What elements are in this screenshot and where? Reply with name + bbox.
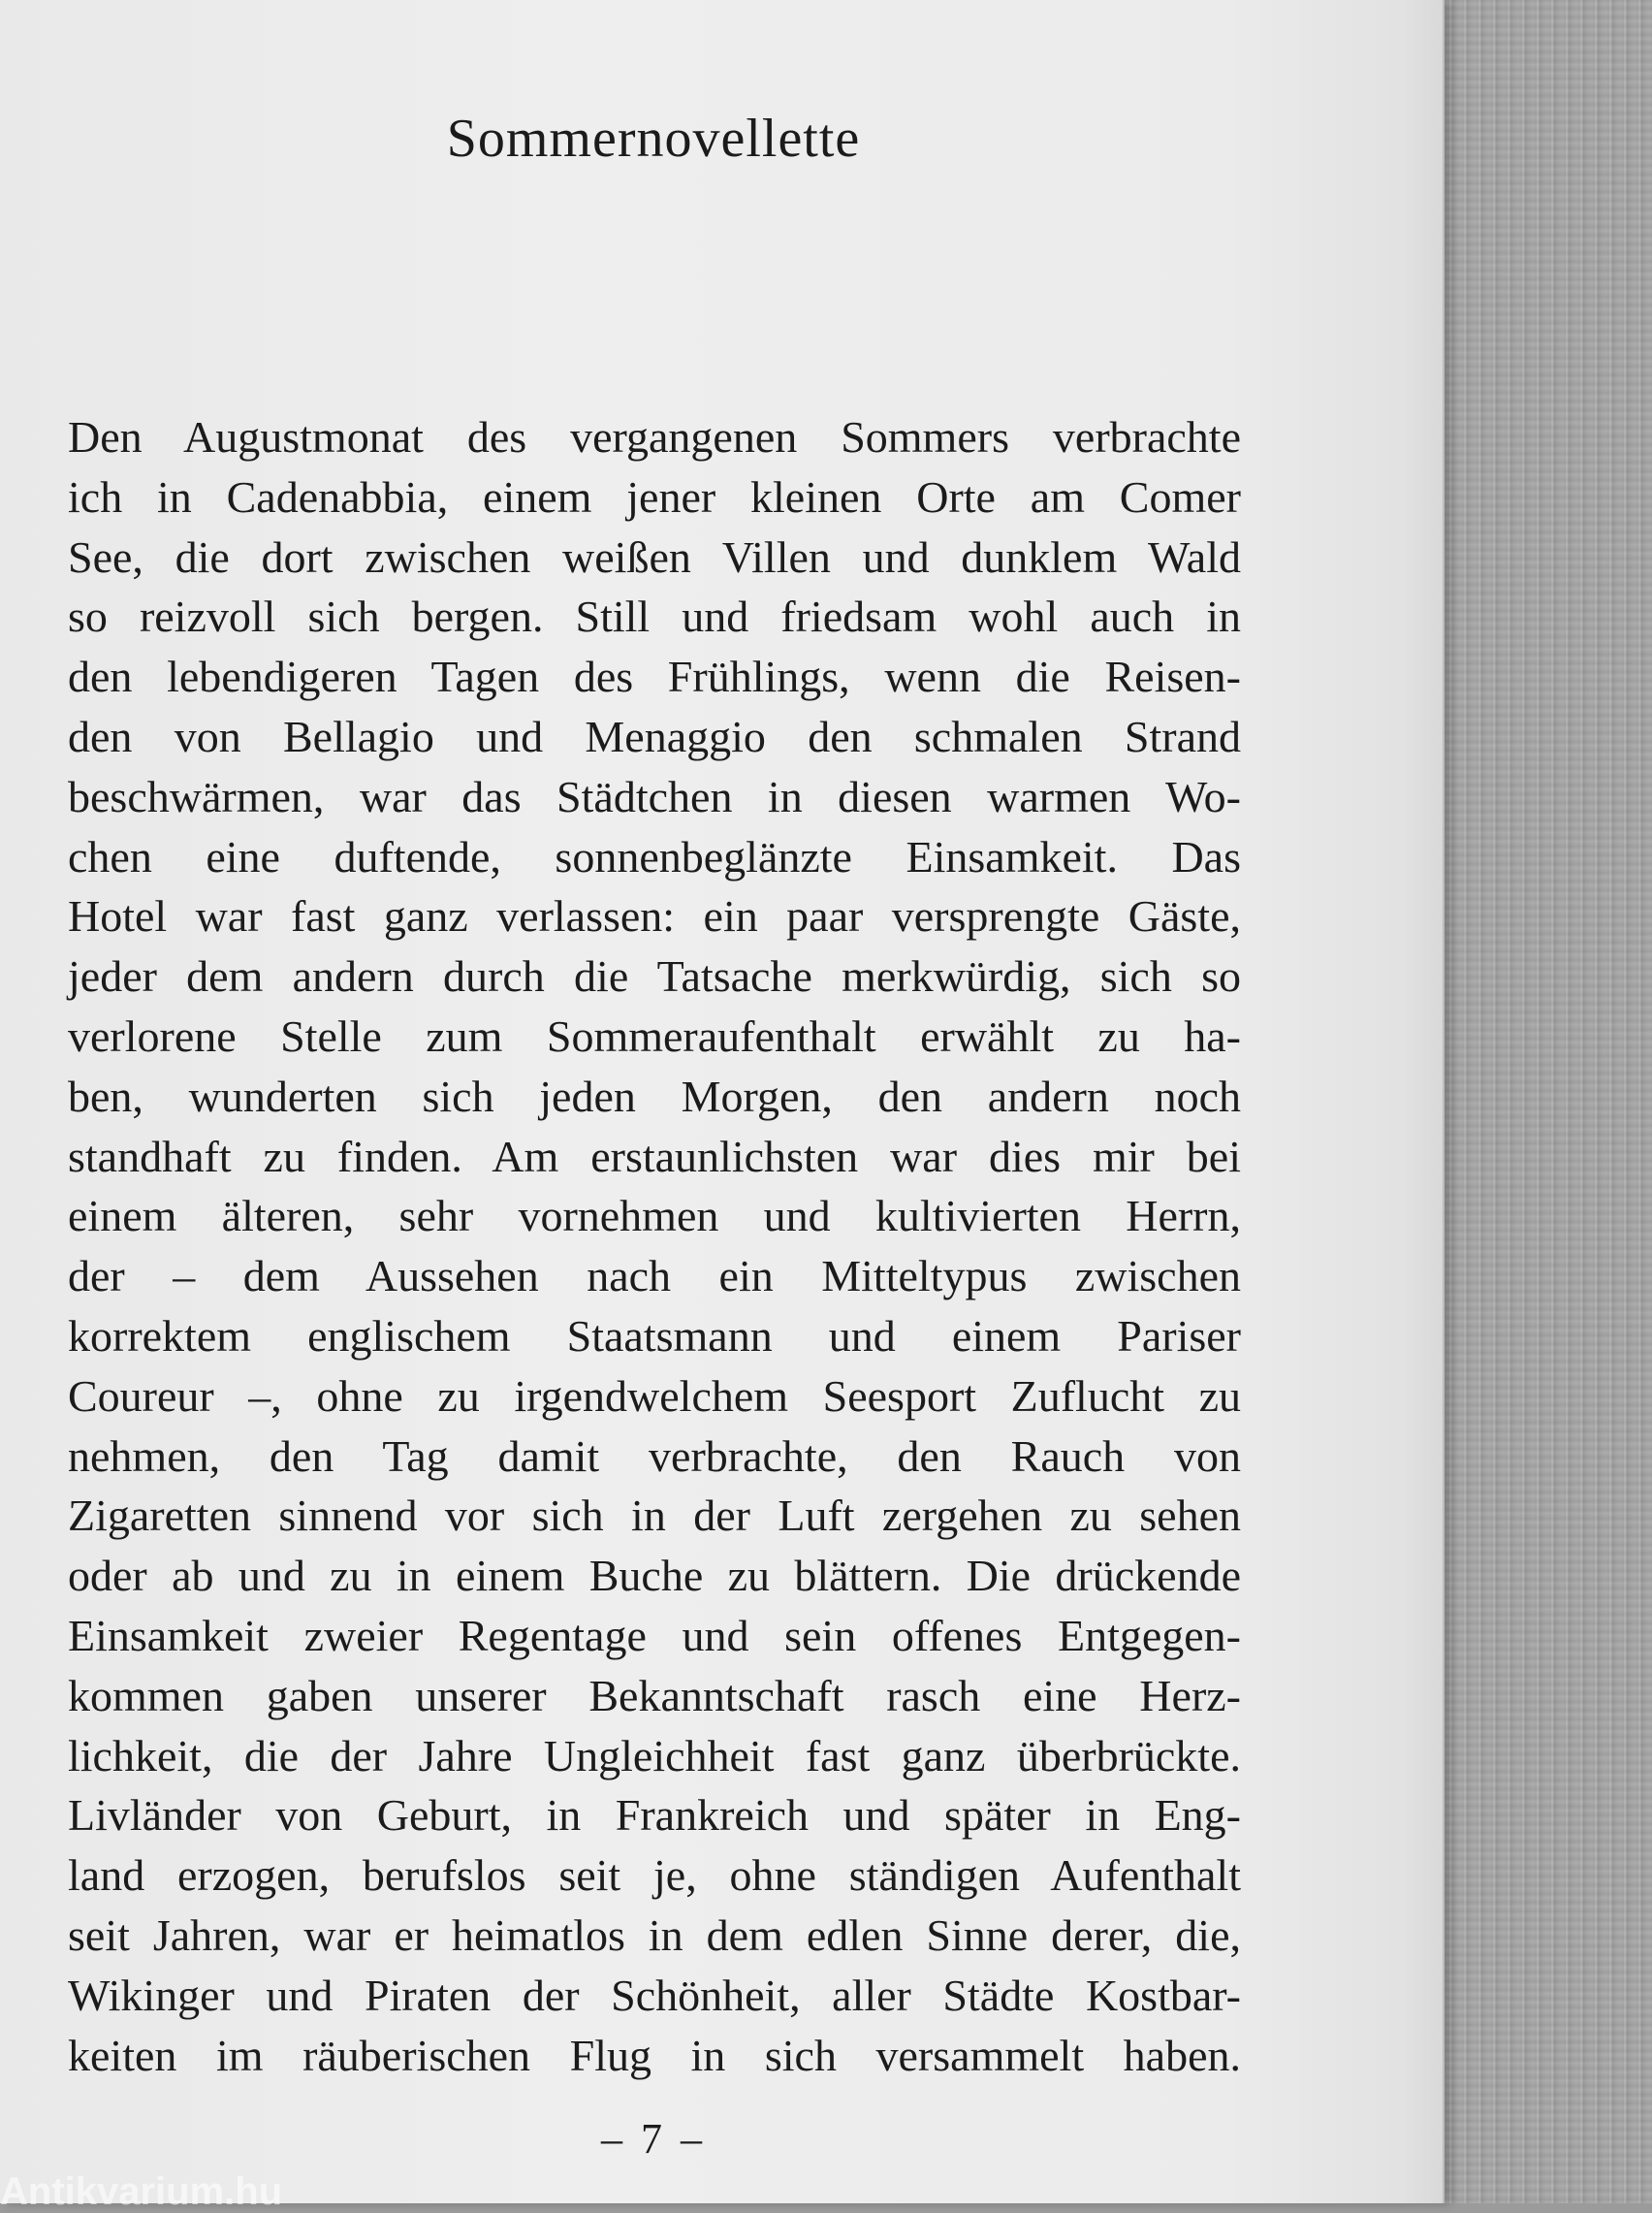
text-line: land erzogen, berufslos seit je, ohne ständigen Aufenthalt [68,1850,1241,1901]
text-line: ben, wunderten sich jeden Morgen, den andern noch [68,1071,1241,1121]
background-surface [1435,0,1652,2203]
text-line: Wikinger und Piraten der Schönheit, aller Städte Kostbar- [68,1970,1241,2020]
text-line: nehmen, den Tag damit verbrachte, den Rauch von [68,1430,1241,1481]
page-title: Sommernovellette [446,109,861,169]
text-line: so reizvoll sich bergen. Still und friedsam wohl auch in [68,592,1241,642]
text-line: Zigaretten sinnend vor sich in der Luft zergehen zu sehen [68,1491,1241,1541]
text-line: seit Jahren, war er heimatlos in dem edlen Sinne derer, die, [68,1909,1241,1960]
text-line: keiten im räuberischen Flug in sich versammelt haben. [68,2030,1241,2080]
text-line: beschwärmen, war das Städtchen in diesen warmen Wo- [68,771,1241,821]
text-line: ich in Cadenabbia, einem jener kleinen Orte am Comer [68,471,1241,522]
text-line: verlorene Stelle zum Sommeraufenthalt erwählt zu ha- [68,1010,1241,1061]
text-line: oder ab und zu in einem Buche zu blättern. Die drückende [68,1551,1241,1601]
body-text [68,407,1241,2085]
text-line: korrektem englischem Staatsmann und einem Pariser [68,1310,1241,1361]
watermark-text: Antikvarium.hu [0,2170,283,2213]
text-line: standhaft zu finden. Am erstaunlichsten war dies mir bei [68,1131,1241,1181]
text-line: See, die dort zwischen weißen Villen und dunklem Wald [68,531,1241,582]
page-number: – 7 – [601,2115,706,2163]
text-line: Coureur –, ohne zu irgendwelchem Seesport Zuflucht zu [68,1370,1241,1421]
text-line: Hotel war fast ganz verlassen: ein paar versprengte Gäste, [68,891,1241,942]
text-line: chen eine duftende, sonnenbeglänzte Einsamkeit. Das [68,831,1241,882]
text-line: Livländer von Geburt, in Frankreich und später in Eng- [68,1790,1241,1841]
text-line: einem älteren, sehr vornehmen und kultivierten Herrn, [68,1191,1241,1241]
text-line: jeder dem andern durch die Tatsache merkwürdig, sich so [68,951,1241,1002]
text-line: Den Augustmonat des vergangenen Sommers verbrachte [68,412,1241,462]
text-line: den von Bellagio und Menaggio den schmalen Strand [68,711,1241,761]
text-line: kommen gaben unserer Bekanntschaft rasch eine Herz- [68,1670,1241,1720]
text-line: den lebendigeren Tagen des Frühlings, wenn die Reisen- [68,652,1241,702]
text-line: der – dem Aussehen nach ein Mitteltypus zwischen [68,1251,1241,1301]
text-line: Einsamkeit zweier Regentage und sein offenes Entgegen- [68,1610,1241,1660]
text-line: lichkeit, die der Jahre Ungleichheit fast ganz überbrückte. [68,1730,1241,1780]
